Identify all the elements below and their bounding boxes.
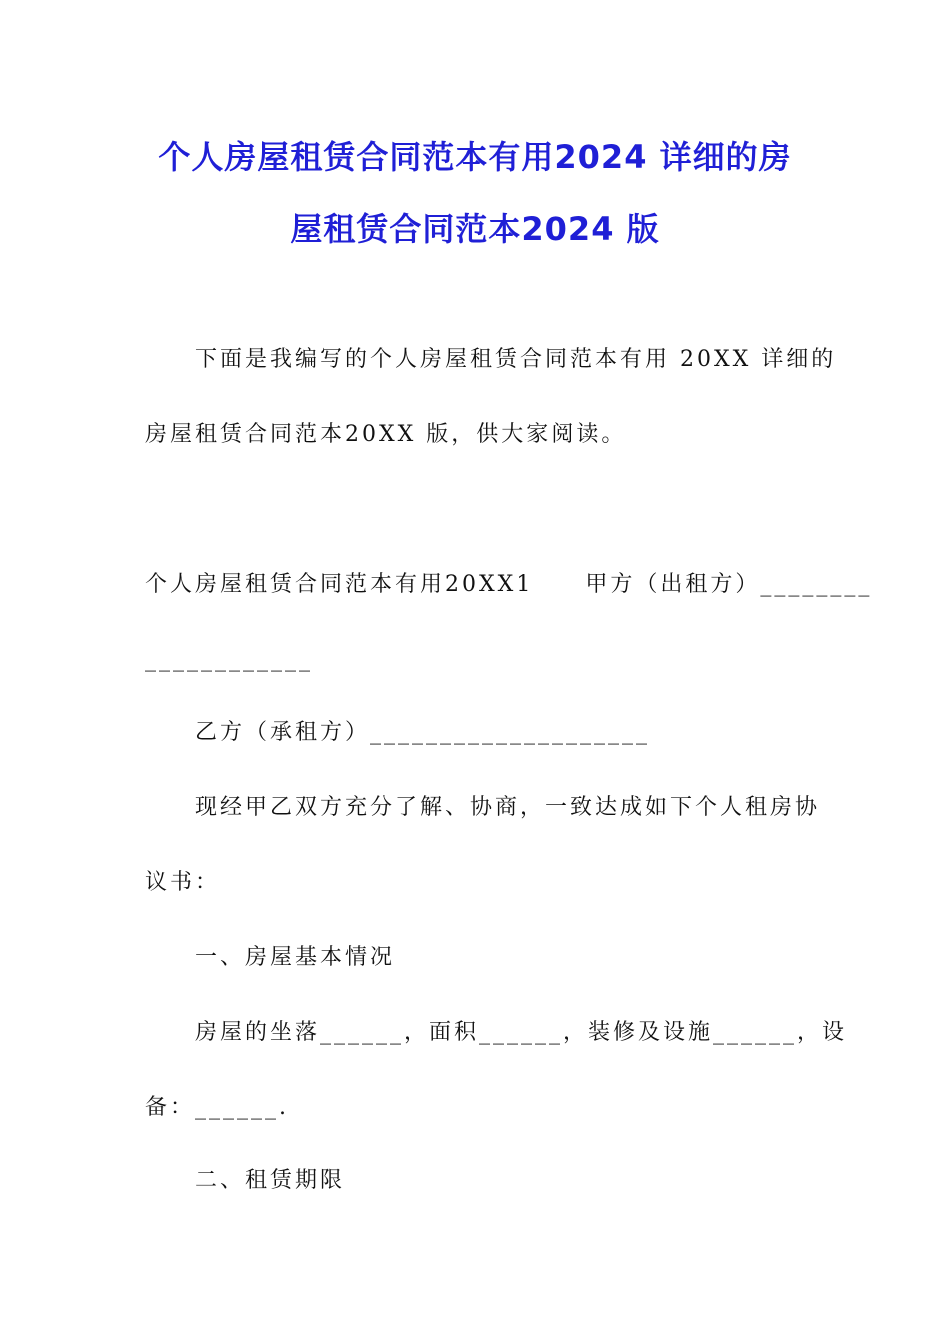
agreement-line-2: 议书： — [145, 870, 221, 895]
document-title-line-2: 屋租赁合同范本2024 版 — [290, 210, 660, 248]
party-a-field: 甲方（出租方）________ — [585, 572, 873, 597]
section-1-title: 一、房屋基本情况 — [195, 945, 396, 970]
party-b-field: 乙方（承租方）____________________ — [195, 720, 651, 745]
intro-line-2: 房屋租赁合同范本20XX 版，供大家阅读。 — [145, 422, 627, 447]
contract-reference: 个人房屋租赁合同范本有用20XX1 — [145, 572, 534, 597]
document-title-line-1: 个人房屋租赁合同范本有用2024 详细的房 — [158, 138, 792, 176]
intro-line-1: 下面是我编写的个人房屋租赁合同范本有用 20XX 详细的 — [195, 347, 837, 372]
contract-heading-line — [145, 570, 872, 600]
section-1-line-2: 备：______. — [145, 1095, 289, 1120]
section-1-line-1: 房屋的坐落______，面积______，装修及设施______，设 — [195, 1020, 848, 1045]
party-a-field-continued: ____________ — [145, 647, 313, 672]
section-2-title: 二、租赁期限 — [195, 1168, 346, 1193]
agreement-line-1: 现经甲乙双方充分了解、协商，一致达成如下个人租房协 — [195, 795, 821, 820]
